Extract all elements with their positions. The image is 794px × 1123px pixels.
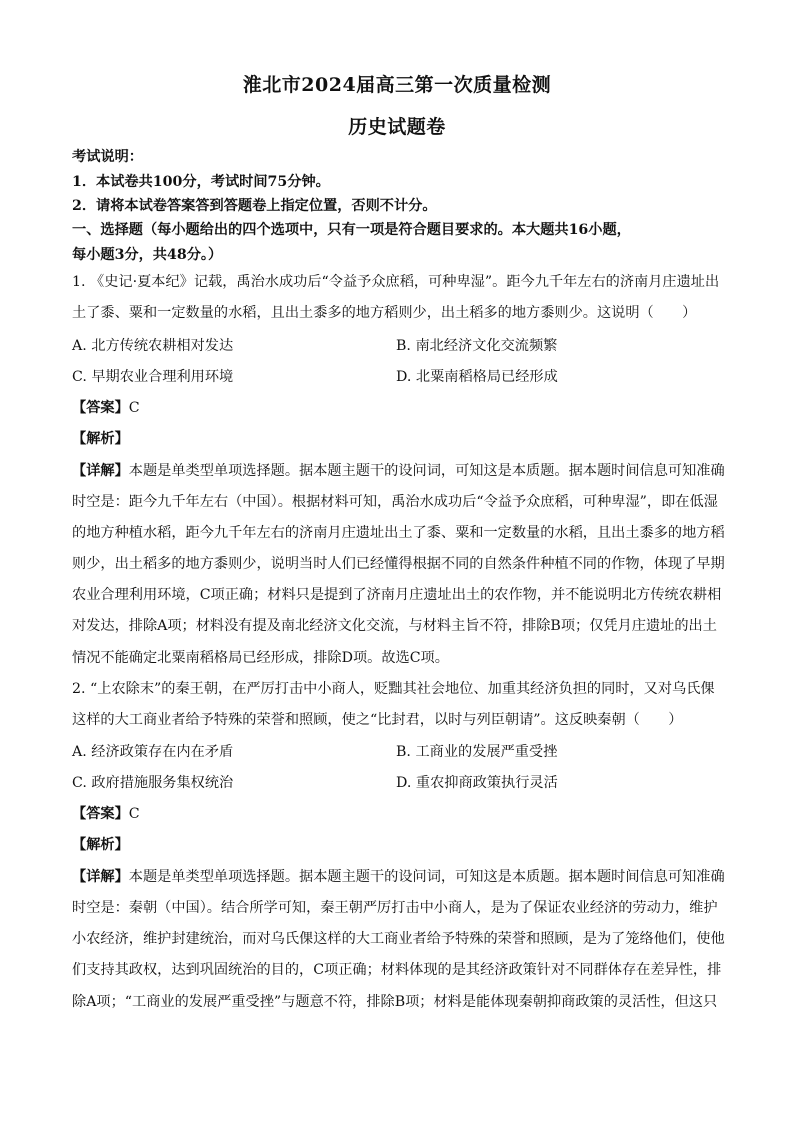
option-a: A. 经济政策存在内在矛盾 <box>72 744 234 760</box>
question-stem: 2. “上农除末”的秦王朝，在严厉打击中小商人，贬黜其社会地位、加重其经济负担的同时，又对乌氏倮 <box>72 681 715 697</box>
answer-row <box>72 398 732 418</box>
detail-label: 【详解】 <box>72 463 129 479</box>
detail-line: 除A项；“工商业的发展严重受挫”与题意不符，排除B项；材料是能体现秦朝抑商政策的灵活性，但这只 <box>72 994 718 1010</box>
analysis-label: 【解析】 <box>72 431 129 447</box>
option-d: D. 重农抑商政策执行灵活 <box>396 775 558 791</box>
answer-row <box>72 804 732 824</box>
detail-line: 农业合理利用环境，C项正确；材料只是提到了济南月庄遗址出土的农作物，并不能说明北方传统农耕相 <box>72 587 722 603</box>
option-a: A. 北方传统农耕相对发达 <box>72 338 234 354</box>
document-subtitle: 历史试题卷 <box>348 116 446 138</box>
detail-line: 时空是：秦朝（中国）。结合所学可知，秦王朝严厉打击中小商人，是为了保证农业经济的劳动力，维护 <box>72 900 718 916</box>
detail-text: 本题是单类型单项选择题。据本题主题干的设问词，可知这是本质题。据本题时间信息可知准确 <box>128 463 725 479</box>
detail-line: 们支持其政权，达到巩固统治的目的，C项正确；材料体现的是其经济政策针对不同群体存在差异性，排 <box>72 962 722 978</box>
section-heading-cont: 每小题3分，共48分。） <box>72 247 223 263</box>
document-title: 淮北市2024届高三第一次质量检测 <box>242 74 552 96</box>
detail-line: 情况不能确定北粟南稻格局已经形成，排除D项。故选C项。 <box>72 650 449 666</box>
question-stem: 1. 《史记·夏本纪》记载，禹治水成功后“令益予众庶稻，可种卑湿”。距今九千年左右的济南月庄遗址出 <box>72 274 720 290</box>
option-c: C. 政府措施服务集权统治 <box>72 775 234 791</box>
detail-line: 则少，出土稻多的地方黍则少，说明当时人们已经懂得根据不同的自然条件种植不同的作物，体现了早期 <box>72 556 725 572</box>
option-c: C. 早期农业合理利用环境 <box>72 369 234 385</box>
answer-value: C <box>128 400 140 416</box>
instruction-item: 1．本试卷共100分，考试时间75分钟。 <box>72 174 330 190</box>
instruction-item: 2．请将本试卷答案答到答题卷上指定位置，否则不计分。 <box>72 198 437 214</box>
option-b: B. 工商业的发展严重受挫 <box>396 744 558 760</box>
option-b: B. 南北经济文化交流频繁 <box>396 338 558 354</box>
detail-label: 【详解】 <box>72 869 129 885</box>
detail-line <box>72 461 732 481</box>
section-heading: 一、选择题（每小题给出的四个选项中，只有一项是符合题目要求的。本大题共16小题， <box>72 222 631 238</box>
detail-line: 时空是：距今九千年左右（中国）。根据材料可知，禹治水成功后“令益予众庶稻，可种卑湿”，即在低湿 <box>72 494 718 510</box>
option-d: D. 北粟南稻格局已经形成 <box>396 369 558 385</box>
question-stem: 土了黍、粟和一定数量的水稻，且出土黍多的地方稻则少，出土稻多的地方黍则少。这说明（ ） <box>72 305 697 321</box>
answer-label: 【答案】 <box>72 806 129 822</box>
detail-line: 小农经济，维护封建统治，而对乌氏倮这样的大工商业者给予特殊的荣誉和照顾，是为了笼络他们，使他 <box>72 931 725 947</box>
analysis-label: 【解析】 <box>72 837 129 853</box>
detail-text: 本题是单类型单项选择题。据本题主题干的设问词，可知这是本质题。据本题时间信息可知准确 <box>128 869 725 885</box>
instructions-heading: 考试说明： <box>72 149 143 165</box>
answer-label: 【答案】 <box>72 400 129 416</box>
detail-line <box>72 867 732 887</box>
detail-line: 的地方种植水稻，距今九千年左右的济南月庄遗址出土了黍、粟和一定数量的水稻，且出土黍多的地方稻 <box>72 525 725 541</box>
question-stem: 这样的大工商业者给予特殊的荣誉和照顾，使之“比封君，以时与列臣朝请”。这反映秦朝（ ） <box>72 712 683 728</box>
detail-line: 对发达，排除A项；材料没有提及南北经济文化交流，与材料主旨不符，排除B项；仅凭月庄遗址的出土 <box>72 618 717 634</box>
answer-value: C <box>128 806 140 822</box>
